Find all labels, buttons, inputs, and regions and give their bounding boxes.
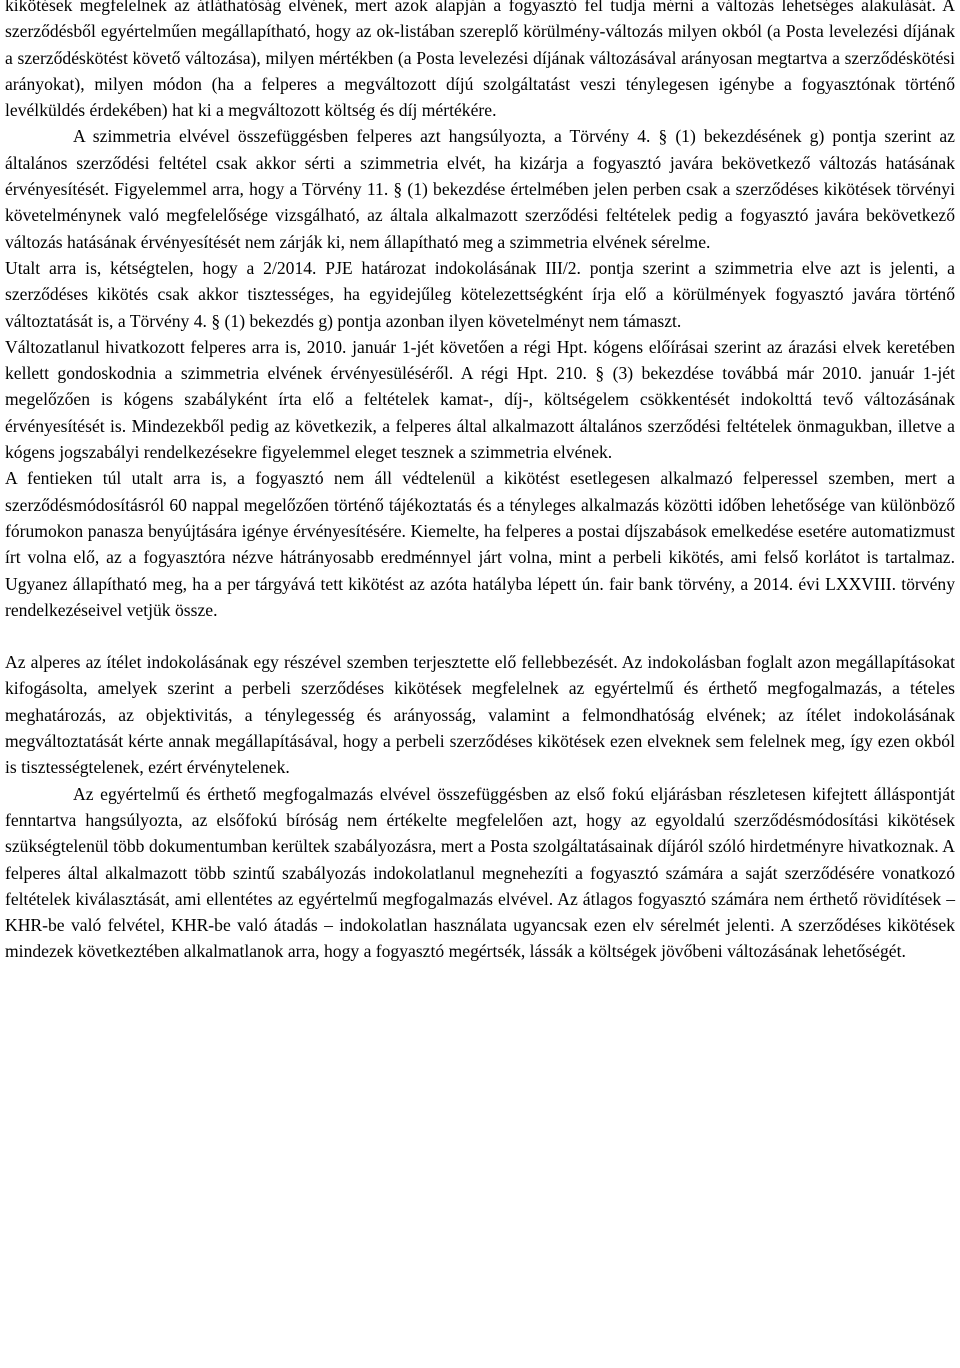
paragraph-3: Utalt arra is, kétségtelen, hogy a 2/2014. PJE határozat indokolásának III/2. pontja szerint a szimmetria elve azt is jelenti, a szerződéses kikötés csak akkor tisztességes, ha egyidejűleg kötelezettségként írja elő a körülmények fogyasztó javára történő változtatását is, a Törvény 4. § (1) bekezdés g) pontja azonban ilyen követelményt nem támaszt.: [5, 257, 955, 331]
paragraph-1: kikötések megfelelnek az átláthatóság elvének, mert azok alapján a fogyasztó fel tudja mérni a változás lehetséges alakulását. A szerződésből egyértelműen megállapítható, hogy az ok-listában szereplő körülmény-változás milyen okból (a Posta levelezési díjának a szerződéskötést követő változása), milyen mértékben (a Posta levelezési díjának változásával arányosan megtartva a szerződéskötési arányokat), milyen módon (ha a felperes a megváltozott díjú szolgáltatást veszi ténylegesen igénybe a fogyasztónak történő levélküldés érdekében) hat ki a megváltozott költség és díj mértékére.: [5, 0, 955, 121]
paragraph-5: A fentieken túl utalt arra is, a fogyasztó nem áll védtelenül a kikötést esetlegesen alkalmazó felperessel szemben, mert a szerződésmódosításról 60 nappal megelőzően történő tájékoztatás és a tényleges alkalmazás közötti időben lehetősége van különböző fórumokon panasza benyújtására igénye érvényesítésére. Kiemelte, ha felperes a postai díjszabások emelkedése esetére automatizmust írt volna elő, az a fogyasztóra nézve hátrányosabb eredménnyel járt volna, mint a perbeli kikötés, ami felső korlátot is tartalmaz. Ugyanez állapítható meg, ha a per tárgyává tett kikötést az azóta hatályba lépett ún. fair bank törvény, a 2014. évi LXXVIII. törvény rendelkezéseivel vetjük össze.: [5, 468, 955, 620]
paragraph-6: Az alperes az ítélet indokolásának egy részével szemben terjesztette elő fellebbezését. Az indokolásban foglalt azon megállapításokat kifogásolta, amelyek szerint a perbeli szerződéses kikötések megfelelnek az egyértelmű és érthető megfogalmazás, a tételes meghatározás, az objektivitás, a ténylegesség és arányosság, valamint a felmondhatóság elvének; az ítélet indokolásának megváltoztatását kérte annak megállapításával, hogy a perbeli szerződéses kikötések ezen elveknek sem felelnek meg, így ezen okból is tisztességtelenek, ezért érvénytelenek.: [5, 652, 955, 778]
paragraph-2: A szimmetria elvével összefüggésben felperes azt hangsúlyozta, a Törvény 4. § (1) bekezdésének g) pontja szerint az általános szerződési feltétel csak akkor sérti a szimmetria elvét, ha kizárja a fogyasztó javára bekövetkező változás hatásának érvényesítését. Figyelemmel arra, hogy a Törvény 11. § (1) bekezdése értelmében jelen perben csak a szerződéses kikötések törvényi követelménynek való megfelelősége vizsgálható, az általa alkalmazott szerződési feltételek pedig a fogyasztó javára bekövetkező változás hatásának érvényesítését nem zárják ki, nem állapítható meg a szimmetria elvének sérelme.: [5, 126, 955, 252]
paragraph-spacer: [5, 623, 955, 649]
paragraph-7: Az egyértelmű és érthető megfogalmazás elvével összefüggésben az első fokú eljárásban részletesen kifejtett álláspontját fenntartva hangsúlyozta, az elsőfokú bíróság nem értékelte megfelelően azt, hogy az egyoldalú szerződésmódosítási kikötések szükségtelenül több dokumentumban kerültek szabályozásra, mert a Posta szolgáltatásainak díjáról szóló hirdetményre hivatkoznak. A felperes által alkalmazott több szintű szabályozás indokolatlanul megnehezíti a fogyasztó számára a saját szerződésére vonatkozó feltételek kiválasztását, ami ellentétes az egyértelmű megfogalmazás elvével. Az átlagos fogyasztó számára nem érthető rövidítések – KHR-be való felvétel, KHR-be való átadás – indokolatlan használata ugyancsak ezen elv sérelmét jelenti. A szerződéses kikötések mindezek következtében alkalmatlanok arra, hogy a fogyasztó megértsék, lássák a költségek jövőbeni változásának lehetőségét.: [5, 783, 955, 962]
paragraph-4: Változatlanul hivatkozott felperes arra is, 2010. január 1-jét követően a régi Hpt. kógens előírásai szerint az árazási elvek keretében kellett gondoskodnia a szimmetria elvének érvényesüléséről. A régi Hpt. 210. § (3) bekezdése továbbá már 2010. január 1-jét megelőzően is kógens szabályként írta elő a feltételek kamat-, díj-, költségelem csökkentését indokolttá tevő változásának érvényesítését is. Mindezekből pedig az következik, a felperes által alkalmazott általános szerződési feltételek önmagukban, illetve a kógens jogszabályi rendelkezésekre figyelemmel eleget tesznek a szimmetria elvének.: [5, 336, 955, 463]
